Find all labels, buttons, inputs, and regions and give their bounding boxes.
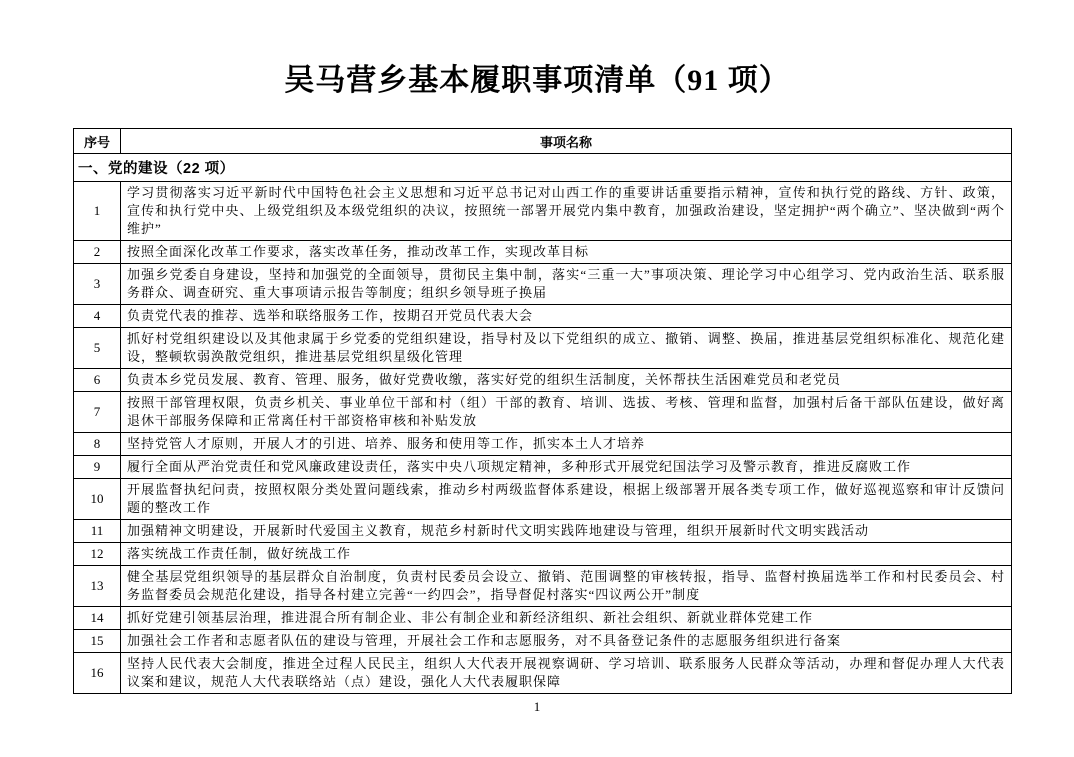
row-index: 1 — [74, 182, 121, 241]
row-item-text: 健全基层党组织领导的基层群众自治制度，负责村民委员会设立、撤销、范围调整的审核转报，指导、监督村换届选举工作和村民委员会、村务监督委员会规范化建设，指导各村建立完善“一约四会”，指导督促村落实“四议两公开”制度 — [121, 566, 1012, 607]
row-item-text: 负责本乡党员发展、教育、管理、服务，做好党费收缴，落实好党的组织生活制度，关怀帮扶生活困难党员和老党员 — [121, 369, 1012, 392]
row-index: 5 — [74, 328, 121, 369]
table-row — [74, 182, 1012, 241]
table-row — [74, 392, 1012, 433]
table-row — [74, 479, 1012, 520]
header-cell-name: 事项名称 — [121, 129, 1012, 154]
row-index: 13 — [74, 566, 121, 607]
row-index: 15 — [74, 630, 121, 653]
row-item-text: 坚持人民代表大会制度，推进全过程人民民主，组织人大代表开展视察调研、学习培训、联系服务人民群众等活动，办理和督促办理人大代表议案和建议，规范人大代表联络站（点）建设，强化人大代表履职保障 — [121, 653, 1012, 694]
row-item-text: 落实统战工作责任制，做好统战工作 — [121, 543, 1012, 566]
row-item-text: 开展监督执纪问责，按照权限分类处置问题线索，推动乡村两级监督体系建设，根据上级部署开展各类专项工作，做好巡视巡察和审计反馈问题的整改工作 — [121, 479, 1012, 520]
row-item-text: 负责党代表的推荐、选举和联络服务工作，按期召开党员代表大会 — [121, 305, 1012, 328]
table-row — [74, 607, 1012, 630]
row-index: 16 — [74, 653, 121, 694]
row-item-text: 坚持党管人才原则，开展人才的引进、培养、服务和使用等工作，抓实本土人才培养 — [121, 433, 1012, 456]
section-header-row — [74, 154, 1012, 182]
table-row — [74, 305, 1012, 328]
row-item-text: 按照干部管理权限，负责乡机关、事业单位干部和村（组）干部的教育、培训、选拔、考核、管理和监督，加强村后备干部队伍建设，做好离退休干部服务保障和正常离任村干部资格审核和补贴发放 — [121, 392, 1012, 433]
table-row — [74, 630, 1012, 653]
row-item-text: 按照全面深化改革工作要求，落实改革任务，推动改革工作，实现改革目标 — [121, 241, 1012, 264]
table-row — [74, 369, 1012, 392]
row-index: 14 — [74, 607, 121, 630]
page-title: 吴马营乡基本履职事项清单（91 项） — [284, 64, 790, 97]
table-row — [74, 241, 1012, 264]
row-item-text: 履行全面从严治党责任和党风廉政建设责任，落实中央八项规定精神，多种形式开展党纪国法学习及警示教育，推进反腐败工作 — [121, 456, 1012, 479]
row-index: 9 — [74, 456, 121, 479]
section-title: 一、党的建设（22 项） — [74, 154, 1012, 182]
row-item-text: 抓好村党组织建设以及其他隶属于乡党委的党组织建设，指导村及以下党组织的成立、撤销、调整、换届，推进基层党组织标准化、规范化建设，整顿软弱涣散党组织，推进基层党组织星级化管理 — [121, 328, 1012, 369]
row-index: 2 — [74, 241, 121, 264]
table-row — [74, 566, 1012, 607]
row-index: 4 — [74, 305, 121, 328]
table-row — [74, 456, 1012, 479]
table-row — [74, 433, 1012, 456]
table-row — [74, 653, 1012, 694]
row-item-text: 学习贯彻落实习近平新时代中国特色社会主义思想和习近平总书记对山西工作的重要讲话重要指示精神，宣传和执行党的路线、方针、政策，宣传和执行党中央、上级党组织及本级党组织的决议，按照统一部署开展党内集中教育，加强政治建设，坚定拥护“两个确立”、坚决做到“两个维护” — [121, 182, 1012, 241]
table-row — [74, 328, 1012, 369]
table-row — [74, 520, 1012, 543]
row-index: 6 — [74, 369, 121, 392]
table-row — [74, 264, 1012, 305]
row-index: 7 — [74, 392, 121, 433]
row-item-text: 加强乡党委自身建设，坚持和加强党的全面领导，贯彻民主集中制，落实“三重一大”事项决策、理论学习中心组学习、党内政治生活、联系服务群众、调查研究、重大事项请示报告等制度；组织乡领导班子换届 — [121, 264, 1012, 305]
row-index: 3 — [74, 264, 121, 305]
duty-items-table — [73, 128, 1012, 694]
row-item-text: 加强社会工作者和志愿者队伍的建设与管理，开展社会工作和志愿服务，对不具备登记条件的志愿服务组织进行备案 — [121, 630, 1012, 653]
table-header-row — [74, 129, 1012, 154]
row-index: 8 — [74, 433, 121, 456]
table-row — [74, 543, 1012, 566]
row-item-text: 抓好党建引领基层治理，推进混合所有制企业、非公有制企业和新经济组织、新社会组织、新就业群体党建工作 — [121, 607, 1012, 630]
row-item-text: 加强精神文明建设，开展新时代爱国主义教育，规范乡村新时代文明实践阵地建设与管理，组织开展新时代文明实践活动 — [121, 520, 1012, 543]
row-index: 10 — [74, 479, 121, 520]
row-index: 12 — [74, 543, 121, 566]
header-cell-index: 序号 — [74, 129, 121, 154]
page-number: 1 — [533, 699, 541, 714]
row-index: 11 — [74, 520, 121, 543]
